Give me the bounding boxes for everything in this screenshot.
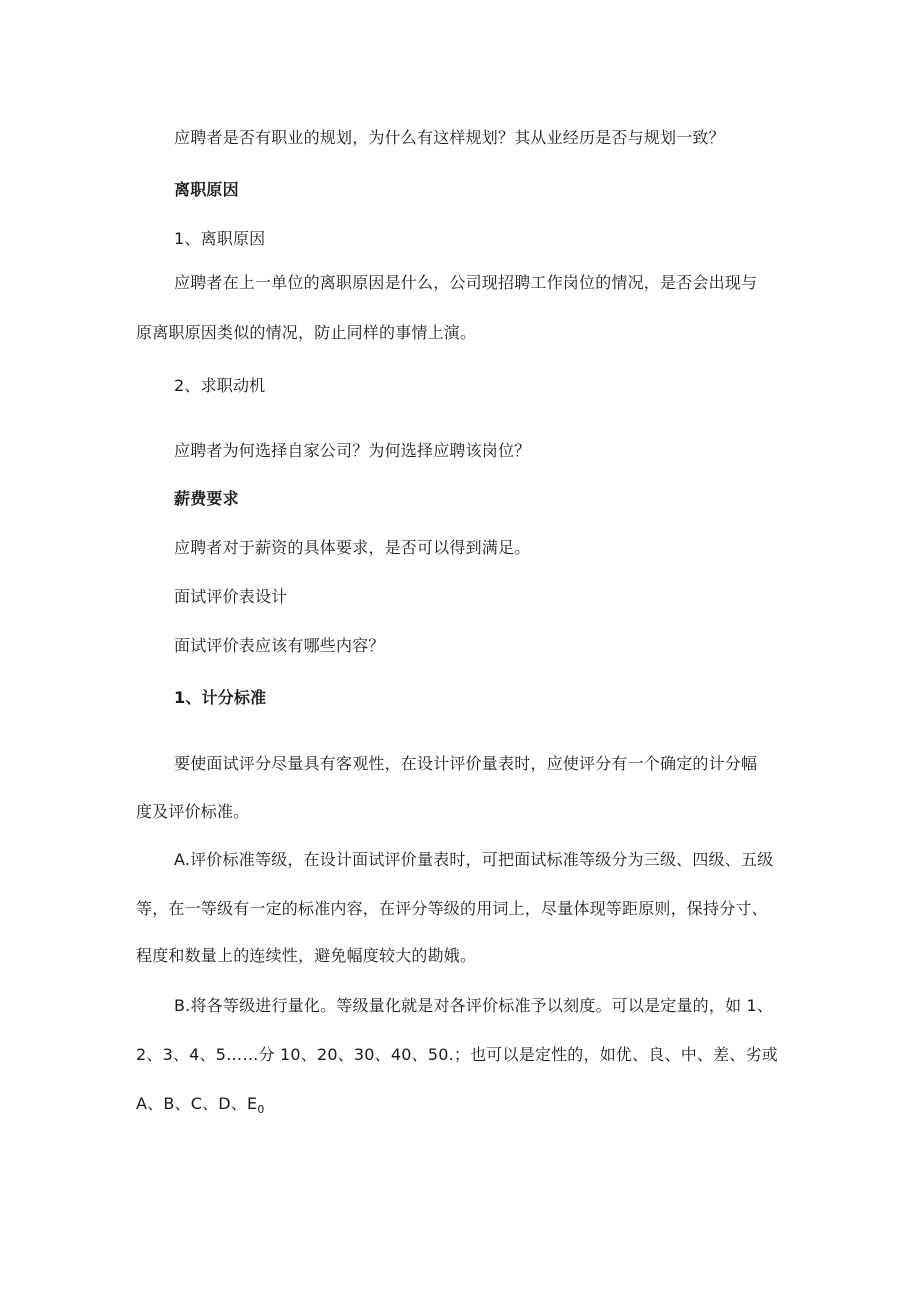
paragraph-objective-line-1: 要使面试评分尽量具有客观性，在设计评价量表时，应使评分有一个确定的计分幅 [174, 754, 758, 773]
paragraph-salary: 应聘者对于薪资的具体要求，是否可以得到满足。 [174, 538, 531, 557]
paragraph-b-line-3 [136, 1094, 265, 1120]
paragraph-career-plan: 应聘者是否有职业的规划，为什么有这样规划？其从业经历是否与规划一致？ [174, 128, 725, 147]
paragraph-a-line-1: A.评价标准等级，在设计面试评价量表时，可把面试标准等级分为三级、四级、五级 [174, 850, 774, 869]
list-item-resign-reason: 1、离职原因 [174, 229, 266, 248]
paragraph-form-question: 面试评价表应该有哪些内容？ [174, 636, 385, 655]
grade-list-subscript: 0 [257, 1103, 265, 1116]
grade-list-text: A、B、C、D、E [136, 1094, 258, 1113]
paragraph-b-line-1: B.将各等级进行量化。等级量化就是对各评价标准予以刻度。可以是定量的，如 1、 [174, 996, 774, 1015]
list-item-scoring: 1、计分标准 [174, 688, 267, 707]
paragraph-a-line-3: 程度和数量上的连续性，避免幅度较大的勘娥。 [136, 946, 477, 965]
paragraph-motivation: 应聘者为何选择自家公司？为何选择应聘该岗位？ [174, 441, 531, 460]
heading-resign-reason: 离职原因 [174, 180, 239, 199]
paragraph-resign-line-1: 应聘者在上一单位的离职原因是什么，公司现招聘工作岗位的情况，是否会出现与 [174, 273, 758, 292]
paragraph-resign-line-2: 原离职原因类似的情况，防止同样的事情上演。 [136, 323, 477, 342]
heading-salary: 薪费要求 [174, 489, 239, 508]
paragraph-b-line-2: 2、3、4、5……分 10、20、30、40、50.；也可以是定性的，如优、良、中、差、劣或 [136, 1045, 778, 1064]
heading-form-design: 面试评价表设计 [174, 587, 288, 606]
list-item-motivation: 2、求职动机 [174, 376, 266, 395]
paragraph-a-line-2: 等，在一等级有一定的标准内容，在评分等级的用词上，尽量体现等距原则，保持分寸、 [136, 899, 768, 918]
paragraph-objective-line-2: 度及评价标准。 [136, 802, 250, 821]
